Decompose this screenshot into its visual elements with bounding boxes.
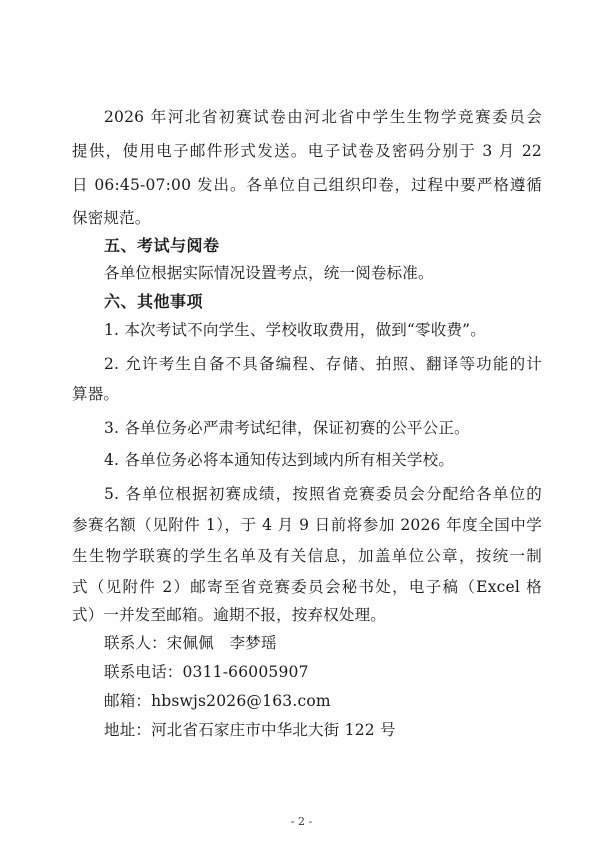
paragraph-line: 保密规范。 [72, 209, 151, 227]
section-heading: 六、其他事项 [104, 292, 204, 311]
list-item: 式（见附件 2）邮寄至省竞赛委员会秘书处，电子稿（Excel 格 [72, 578, 542, 596]
list-item: 5. 各单位根据初赛成绩，按照省竞赛委员会分配给各单位的 [104, 485, 542, 503]
paragraph-line: 日 06:45-07:00 发出。各单位自己组织印卷，过程中要严格遵循 [72, 176, 542, 194]
list-item: 生生物学联赛的学生名单及有关信息，加盖单位公章，按统一制 [72, 547, 542, 565]
list-item: 式）一并发至邮箱。逾期不报，按弃权处理。 [72, 606, 387, 624]
contact-phone: 联系电话：0311-66005907 [104, 663, 309, 681]
contact-persons: 联系人：宋佩佩 李梦瑶 [104, 634, 277, 652]
contact-address: 地址：河北省石家庄市中华北大街 122 号 [104, 721, 396, 739]
paragraph-line: 2026 年河北省初赛试卷由河北省中学生生物学竞赛委员会 [104, 108, 542, 126]
list-item: 2. 允许考生自备不具备编程、存储、拍照、翻译等功能的计 [104, 355, 542, 373]
list-item: 4. 各单位务必将本通知传达到域内所有相关学校。 [104, 451, 455, 469]
list-item: 参赛名额（见附件 1），于 4 月 9 日前将参加 2026 年度全国中学 [72, 516, 542, 534]
list-item: 1. 本次考试不向学生、学校收取费用，做到“零收费”。 [104, 321, 486, 339]
section-heading: 五、考试与阅卷 [104, 236, 220, 255]
list-item: 3. 各单位务必严肃考试纪律，保证初赛的公平公正。 [104, 419, 470, 437]
paragraph-line: 提供，使用电子邮件形式发送。电子试卷及密码分别于 3 月 22 [72, 142, 542, 160]
contact-email: 邮箱：hbswjs2026@163.com [104, 692, 331, 710]
page-number: - 2 - [290, 815, 313, 828]
list-item: 算器。 [72, 385, 120, 403]
section-text: 各单位根据实际情况设置考点，统一阅卷标准。 [104, 264, 434, 282]
